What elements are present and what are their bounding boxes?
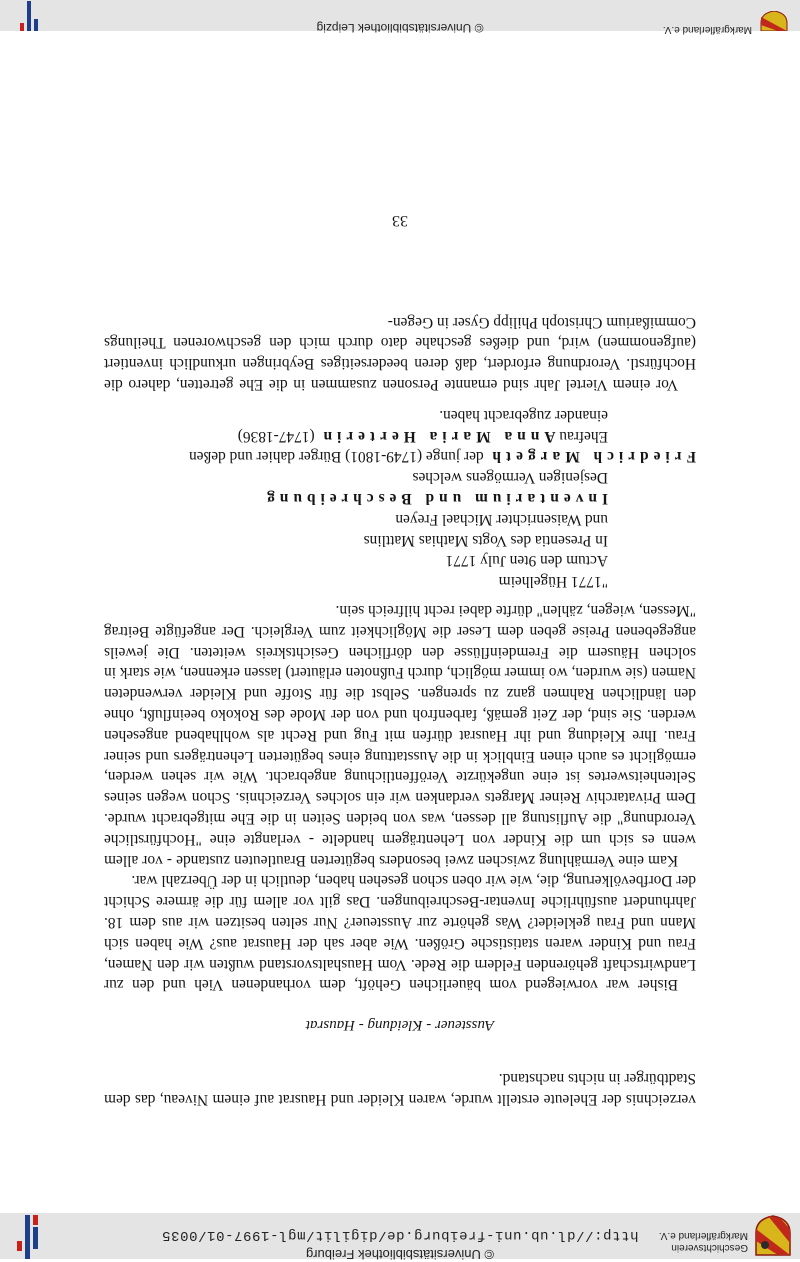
paragraph-1: Bisher war vorwiegend vom bäuerlichen Gehöft, dem vorhandenen Vieh und den zur Landwirtschaft gehörenden Feldern die Rede. Vom Haushaltsvorstand wußten wir den Namen, Frau und Kinder waren statistische Größen. Wie aber sah der Hausrat aus? Wie haben sich Mann und Frau gekleidet? Was gehörte zur Aussteuer? Nur selten besitzen wir aus dem 18. Jahrhundert ausführliche Inventar-Beschreibungen. Das gilt vor allem für die ärmere Schicht der Dorfbevölkerung, die, wie wir oben schon gesehen haben, deutlich in der Überzahl war. — [104, 872, 696, 994]
quote-line: einander zugebracht haben. — [439, 406, 608, 424]
quote-line: und Waisenrichter Michael Freyen — [395, 510, 608, 528]
quote-title: Inventarium und Beschreibung — [262, 490, 608, 508]
library-footer-bar — [0, 0, 800, 35]
bride-line — [104, 425, 696, 446]
bride-name: Anna Maria Herterin — [318, 427, 556, 445]
quote-line: Desjenigen Vermögens welches — [412, 469, 608, 487]
quote-line: In Presentia des Vogts Mathias Mattlins — [363, 531, 608, 549]
page-number: 33 — [392, 212, 408, 229]
intro-paragraph: verzeichnis der Eheleute erstellt wurde, waren Kleider und Hausrat auf einem Niveau, das dem Stadtbürger in nichts nachstand. — [104, 1070, 696, 1108]
groom-line — [104, 446, 696, 467]
groom-details: der junge (1749-1801) Bürger dahier und deßen — [189, 448, 488, 466]
inventory-quote — [104, 404, 696, 591]
paragraph-2: Kam eine Vermählung zwischen zwei besonders begüterten Brautleuten zustande - vor allem wenn es sich um die Kinder von Lehenträgern handelte - verlangte eine "Hochfürstliche Verordnung" die Auflistung all dessen, was von beiden Seiten in die Ehe mitgebracht wurde. Dem Privatarchiv Reiner Margets verdanken wir ein solches Verzeichnis. Schon wegen seines Seltenheitswertes ist eine ungekürzte Veröffentlichung angebracht. Wie wir sehen werden, ermöglicht es auch einen Einblick in die Ausstattung eines begüterten Lehenträgers und seiner Frau. Ihre Kleidung und ihr Hausrat dürfen mit Fug und Recht als wohlhabend angesehen werden. Sie sind, der Zeit gemäß, farbenfroh und von der Mode des Rokoko beeinflußt, ohne den ländlichen Rahmen ganz zu sprengen. Selbst die für Stoffe und Kleider verwendeten Namen (sie wurden, wo immer möglich, durch Fußnoten erläutert) lassen erkennen, wie stark in solchen Häusern die Fremdeinflüsse den dörflichen Gesichtskreis weiteten. Die jeweils angegebenen Preise geben dem Leser die Möglichkeit zum Vergleich. Der angefügte Beitrag "Messen, wiegen, zählen" dürfte dabei recht hilfreich sein. — [104, 602, 696, 869]
paragraph-3: Vor einem Viertel Jahr sind ernannte Personen zusammen in die Ehe getretten, dahero die Hochfürstl. Verordnung erfordert, daß deren beederseitiges Beybringen urkundlich inventiert (aufgenommen) wird, und dießes geschahe dato durch mich den geschworenen Theilungs Commißarium Christoph Philipp Gyser in Gegen- — [104, 313, 696, 394]
publisher-line-2: Markgräflerland e.V. — [658, 1230, 748, 1241]
library-logo-icon — [12, 1215, 44, 1259]
footer-copyright-text: © Universitätsbibliothek Leipzig — [316, 21, 484, 35]
document-url[interactable]: http://dl.ub.uni-freiburg.de/digilit/mgl-1997-01/0035 — [161, 1227, 639, 1243]
library-logo-icon — [16, 1, 42, 31]
quote-line: "1771 Hügelheim — [498, 573, 608, 591]
footer-publisher-text: Markgräflerland e.V. — [662, 24, 752, 35]
library-header-bar — [0, 1213, 800, 1262]
quote-line: Actum den 9ten July 1771 — [445, 552, 608, 570]
groom-name: Friedrich Margeth — [487, 448, 696, 466]
publisher-line-1: Geschichtsverein — [671, 1242, 748, 1253]
section-heading: Aussteuer - Kleidung - Hausrat — [305, 1017, 495, 1034]
copyright-text: © Universitätsbibliothek Freiburg — [305, 1247, 495, 1262]
document-page — [104, 212, 696, 1109]
bride-details: (1747-1836) — [237, 427, 319, 445]
bride-prefix: Ehefrau — [555, 427, 608, 445]
